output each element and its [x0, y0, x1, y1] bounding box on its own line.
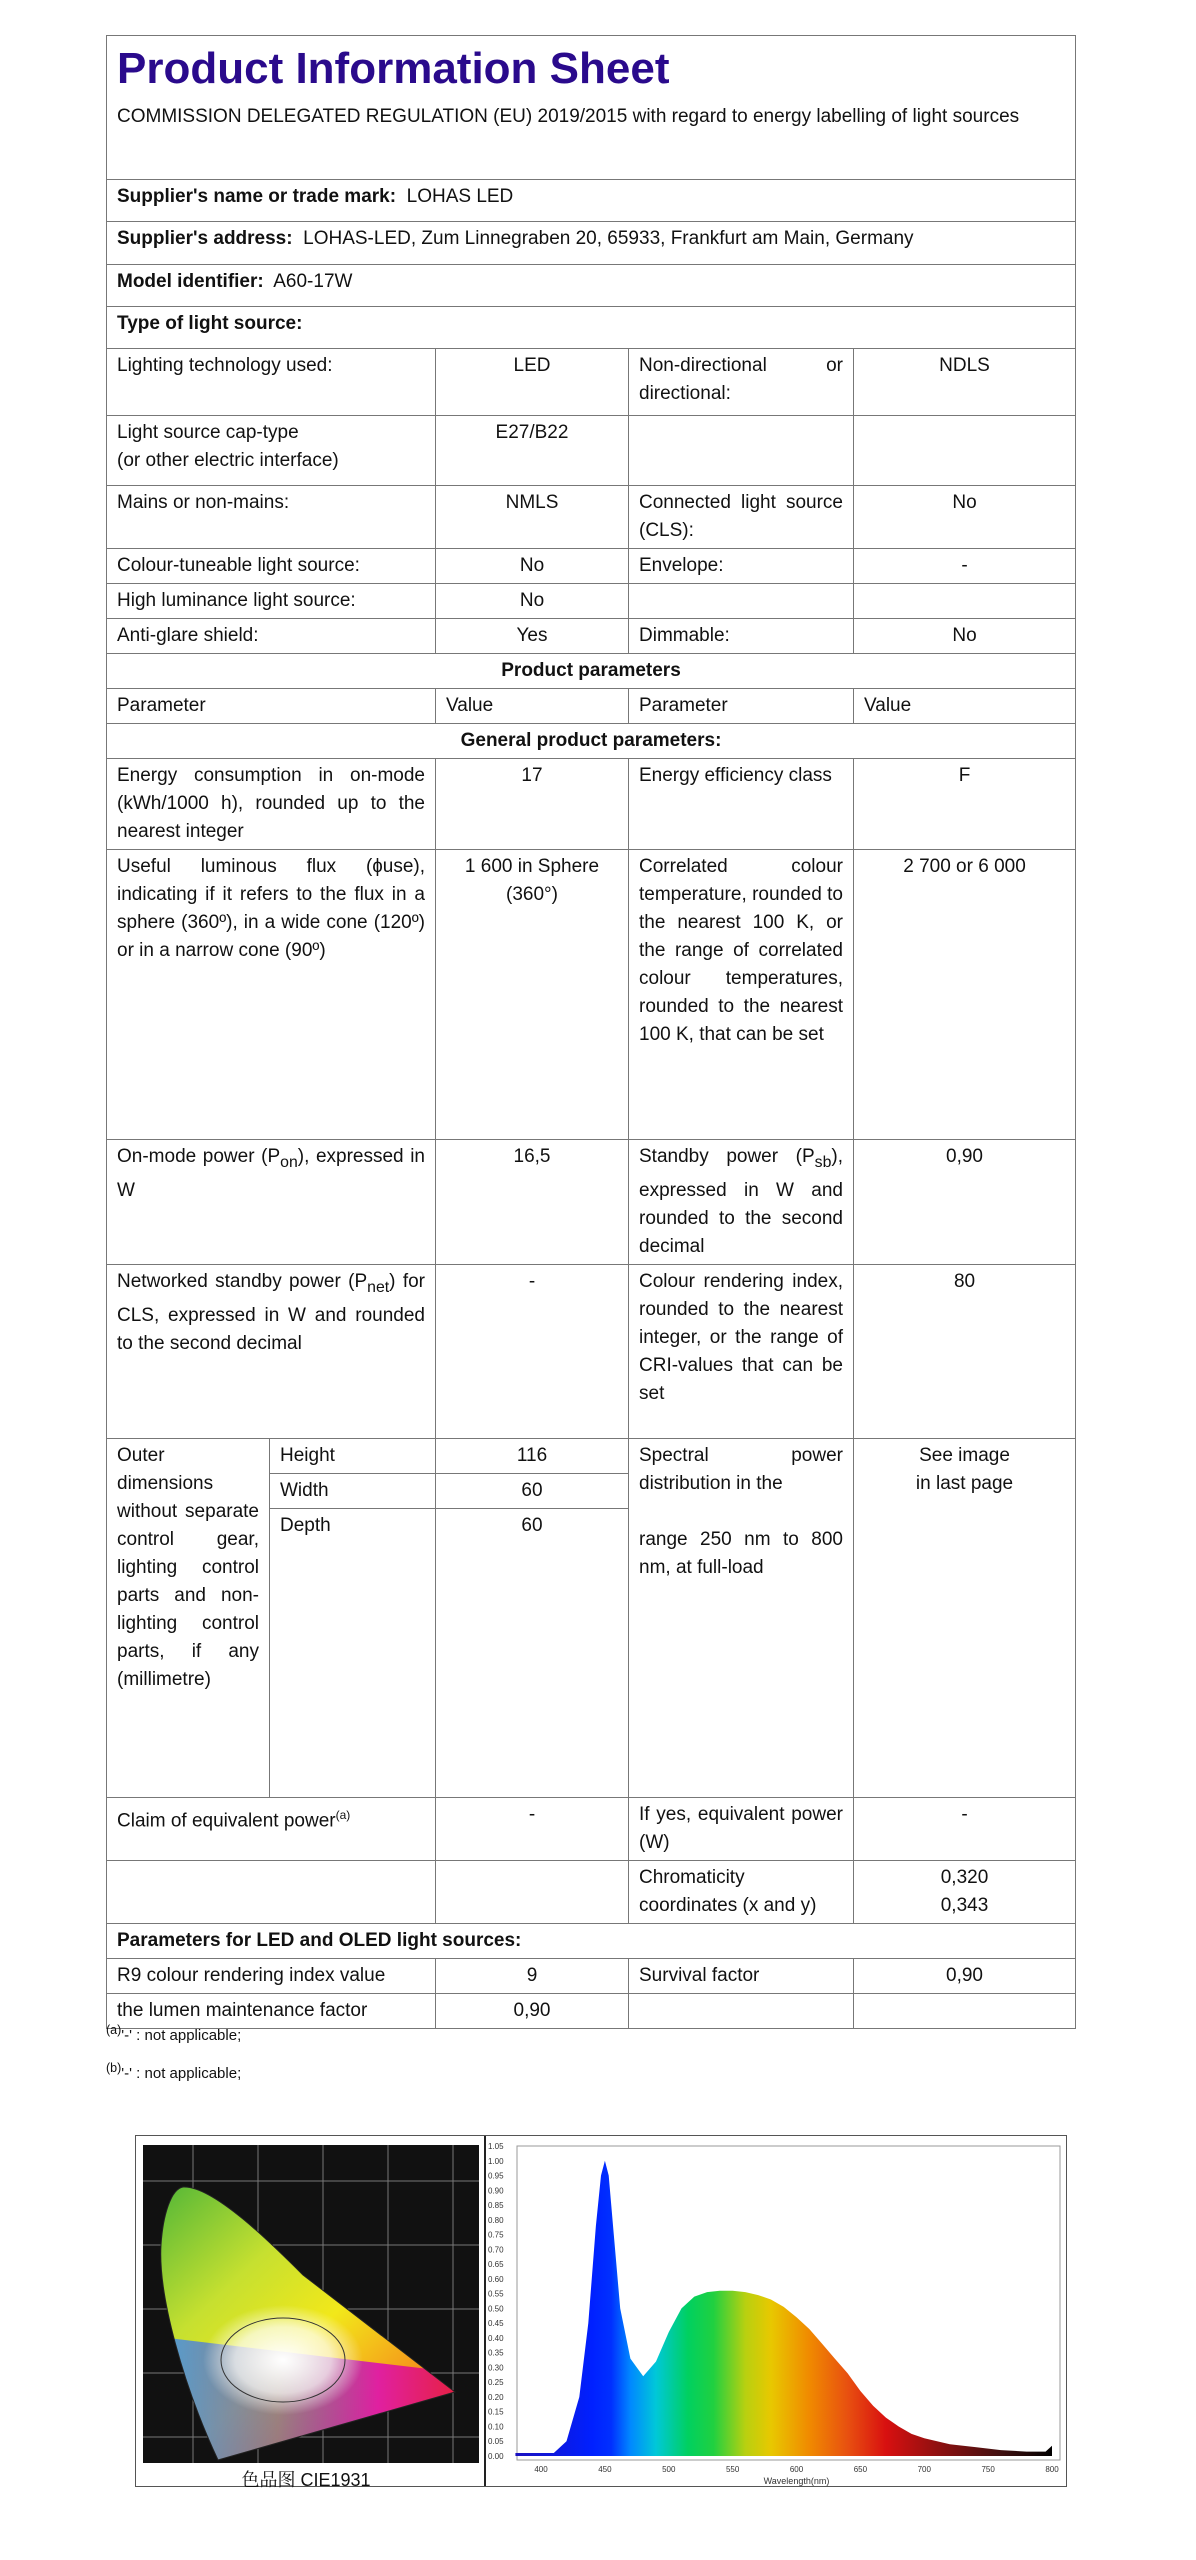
- cie-caption: 色品图 CIE1931: [241, 2470, 371, 2490]
- column-header: Parameter: [629, 689, 854, 724]
- x-tick-label: 500: [662, 2465, 676, 2474]
- width-value: 60: [436, 1473, 629, 1508]
- param-label: Dimmable:: [629, 619, 854, 654]
- supplier-address-row: [107, 222, 1076, 265]
- column-header: Value: [436, 689, 629, 724]
- param-label: If yes, equivalent power (W): [629, 1797, 854, 1860]
- y-tick-label: 0.80: [488, 2215, 504, 2225]
- x-tick-label: 400: [534, 2465, 548, 2474]
- footnote: [106, 2014, 241, 2052]
- height-label: Height: [270, 1438, 436, 1473]
- label-subscript: on: [280, 1153, 298, 1171]
- param-value: NMLS: [436, 486, 629, 549]
- param-label: R9 colour rendering index value: [107, 1958, 436, 1993]
- supplier-name-row: [107, 180, 1076, 222]
- y-tick-label: 0.70: [488, 2245, 504, 2255]
- param-value: 17: [436, 759, 629, 850]
- param-label: Envelope:: [629, 549, 854, 584]
- supplier-name-value: LOHAS LED: [406, 186, 514, 207]
- led-parameters-title: Parameters for LED and OLED light sources:: [107, 1923, 1076, 1958]
- y-tick-label: 0.50: [488, 2304, 504, 2314]
- column-header: Parameter: [107, 689, 436, 724]
- param-label: Connected light source (CLS):: [629, 486, 854, 549]
- footnote-mark: (a): [106, 2023, 122, 2037]
- param-label: [107, 1797, 436, 1860]
- param-value: 80: [854, 1264, 1076, 1438]
- x-tick-label: 450: [598, 2465, 612, 2474]
- param-value: No: [854, 486, 1076, 549]
- label-text: ), expressed in W and rounded to the second decimal: [639, 1146, 843, 1257]
- param-value: 9: [436, 1958, 629, 1993]
- y-tick-label: 0.95: [488, 2171, 504, 2181]
- param-value: 0,90: [854, 1958, 1076, 1993]
- param-value: 0,90: [854, 1140, 1076, 1265]
- value-text: in last page: [915, 1472, 1014, 1494]
- label-text: Standby power (P: [639, 1146, 815, 1167]
- y-tick-label: 0.20: [488, 2392, 504, 2402]
- y-tick-label: 0.10: [488, 2422, 504, 2432]
- page-title: Product Information Sheet: [117, 44, 670, 93]
- y-tick-label: 0.15: [488, 2407, 504, 2417]
- footnote-ref: (a): [335, 1807, 351, 1822]
- spectrum-images-box: [135, 2135, 1067, 2490]
- footnote-text: '-' : not applicable;: [121, 2065, 242, 2082]
- param-value: [854, 1860, 1076, 1923]
- y-tick-label: 0.00: [488, 2452, 504, 2461]
- depth-label: Depth: [270, 1508, 436, 1797]
- y-tick-label: 1.00: [488, 2156, 504, 2166]
- spectral-distribution-value: [854, 1438, 1076, 1797]
- param-label: [107, 1264, 436, 1438]
- param-label: Energy efficiency class: [629, 759, 854, 850]
- x-tick-label: 700: [917, 2465, 931, 2474]
- header-cell: [107, 36, 1076, 180]
- param-label: the lumen maintenance factor: [107, 1993, 436, 2028]
- param-label: Correlated colour temperature, rounded to the nearest 100 K, or the range of correlated colour temperatures, rounded to the nearest 100 K, that can be set: [629, 850, 854, 1140]
- y-tick-label: 0.35: [488, 2348, 504, 2358]
- param-value: F: [854, 759, 1076, 850]
- spectral-distribution-label: [629, 1438, 854, 1797]
- label-text: ) for CLS, expressed in W and rounded to the second decimal: [117, 1270, 425, 1354]
- x-tick-label: 750: [981, 2465, 995, 2474]
- param-label: Energy consumption in on-mode (kWh/1000 h), rounded up to the nearest integer: [107, 759, 436, 850]
- param-label: Colour rendering index, rounded to the nearest integer, or the range of CRI-values that can be set: [629, 1264, 854, 1438]
- label-text: Claim of equivalent power: [117, 1810, 336, 1832]
- product-information-table: [106, 35, 1076, 2029]
- param-value: -: [854, 1797, 1076, 1860]
- param-label: [107, 1140, 436, 1265]
- y-tick-label: 0.90: [488, 2186, 504, 2196]
- x-tick-label: 600: [789, 2465, 804, 2474]
- param-label: [629, 1140, 854, 1265]
- outer-dimensions-label: Outer dimensions without separate control gear, lighting control parts and non-lighting control parts, if any (millimetre): [107, 1438, 270, 1797]
- empty-cell: [107, 1860, 436, 1923]
- param-value: No: [436, 549, 629, 584]
- param-label: Mains or non-mains:: [107, 486, 436, 549]
- y-tick-label: 0.65: [488, 2260, 504, 2270]
- param-label: Colour-tuneable light source:: [107, 549, 436, 584]
- param-label: [629, 416, 854, 486]
- param-value: NDLS: [854, 349, 1076, 416]
- param-value: No: [854, 619, 1076, 654]
- param-label: Chromaticity coordinates (x and y): [629, 1860, 854, 1923]
- label-subscript: sb: [814, 1153, 832, 1171]
- cap-type-label: Light source cap-type: [117, 422, 299, 443]
- width-label: Width: [270, 1473, 436, 1508]
- supplier-name-label: Supplier's name or trade mark:: [117, 186, 397, 207]
- param-label: Anti-glare shield:: [107, 619, 436, 654]
- label-subscript: net: [367, 1278, 390, 1296]
- y-tick-label: 0.75: [488, 2230, 504, 2240]
- param-label: Useful luminous flux (ɸuse), indicating if it refers to the flux in a sphere (360º), in a wide cone (120º) or in a narrow cone (90º): [107, 850, 436, 1140]
- param-value: 16,5: [436, 1140, 629, 1265]
- param-value: 2 700 or 6 000: [854, 850, 1076, 1140]
- label-text: Networked standby power (P: [117, 1270, 368, 1292]
- param-value: -: [436, 1264, 629, 1438]
- column-header: Value: [854, 689, 1076, 724]
- param-label: Lighting technology used:: [107, 349, 436, 416]
- x-tick-label: 550: [725, 2465, 740, 2474]
- y-tick-label: 0.60: [488, 2274, 504, 2284]
- param-value: Yes: [436, 619, 629, 654]
- height-value: 116: [436, 1438, 629, 1473]
- footnote-text: '-' : not applicable;: [121, 2027, 242, 2044]
- cap-type-sublabel: (or other electric interface): [117, 450, 339, 471]
- y-tick-label: 0.40: [488, 2333, 504, 2343]
- supplier-address-label: Supplier's address:: [117, 228, 293, 249]
- param-label: [107, 416, 436, 486]
- model-label: Model identifier:: [117, 271, 264, 292]
- param-value: 0,90: [436, 1993, 629, 2028]
- type-section-title: Type of light source:: [107, 307, 1076, 349]
- y-tick-label: 0.55: [488, 2289, 504, 2299]
- y-tick-label: 0.30: [488, 2363, 504, 2373]
- x-tick-label: 650: [853, 2465, 868, 2474]
- label-text: ), expressed in W: [117, 1146, 425, 1201]
- param-value: LED: [436, 349, 629, 416]
- general-parameters-title: General product parameters:: [107, 724, 1076, 759]
- param-value: E27/B22: [436, 416, 629, 486]
- regulation-text: COMMISSION DELEGATED REGULATION (EU) 2019/2015 with regard to energy labelling of light sources: [117, 106, 1020, 127]
- footnotes: [106, 2014, 241, 2090]
- param-value: 1 600 in Sphere (360°): [436, 850, 629, 1140]
- label-text: On-mode power (P: [117, 1146, 281, 1167]
- y-tick-label: 0.45: [488, 2319, 504, 2329]
- y-tick-label: 0.85: [488, 2201, 504, 2211]
- model-row: [107, 265, 1076, 307]
- x-axis-label: Wavelength(nm): [763, 2476, 830, 2486]
- empty-cell: [629, 1993, 854, 2028]
- supplier-address-value: LOHAS-LED, Zum Linnegraben 20, 65933, Frankfurt am Main, Germany: [303, 228, 914, 249]
- x-tick-label: 800: [1045, 2465, 1059, 2474]
- cie-1931-diagram: [143, 2145, 479, 2463]
- param-value: No: [436, 584, 629, 619]
- chromaticity-x: 0,320: [940, 1866, 989, 1888]
- y-tick-label: 1.05: [488, 2142, 504, 2151]
- product-parameters-title: Product parameters: [107, 654, 1076, 689]
- footnote-mark: (b): [106, 2061, 122, 2075]
- label-text: Spectral power distribution in the: [639, 1444, 843, 1494]
- y-tick-label: 0.05: [488, 2437, 504, 2447]
- param-label: [629, 584, 854, 619]
- param-label: Survival factor: [629, 1958, 854, 1993]
- value-text: See image: [919, 1444, 1010, 1466]
- label-text: range 250 nm to 800 nm, at full-load: [639, 1528, 843, 1578]
- empty-cell: [436, 1860, 629, 1923]
- param-label: Non-directional or directional:: [629, 349, 854, 416]
- spectral-power-chart: [485, 2136, 1067, 2486]
- param-value: [854, 584, 1076, 619]
- param-label: High luminance light source:: [107, 584, 436, 619]
- empty-cell: [854, 1993, 1076, 2028]
- param-value: -: [854, 549, 1076, 584]
- param-value: -: [436, 1797, 629, 1860]
- depth-value: 60: [436, 1508, 629, 1797]
- y-tick-label: 0.25: [488, 2378, 504, 2388]
- param-value: [854, 416, 1076, 486]
- chromaticity-y: 0,343: [940, 1894, 989, 1916]
- footnote: [106, 2052, 241, 2090]
- model-value: A60-17W: [273, 271, 353, 292]
